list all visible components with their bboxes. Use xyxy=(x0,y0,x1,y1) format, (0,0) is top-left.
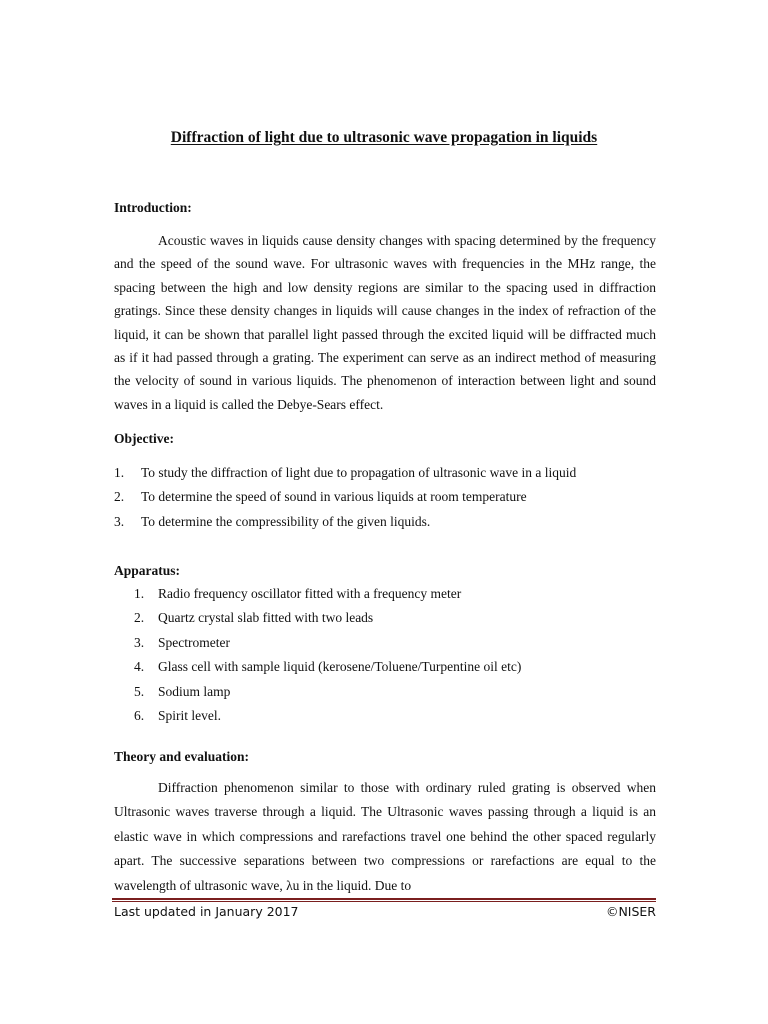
list-item xyxy=(114,461,674,485)
list-item-text: Radio frequency oscillator fitted with a frequency meter xyxy=(158,586,462,601)
list-item xyxy=(114,485,674,509)
list-item-text: Spirit level. xyxy=(158,707,221,723)
list-item xyxy=(134,680,654,704)
page-title: Diffraction of light due to ultrasonic wave propagation in liquids xyxy=(170,129,598,146)
footer-last-updated: Last updated in January 2017 xyxy=(114,904,299,919)
list-item xyxy=(114,510,674,534)
list-item-text: To determine the compressibility of the given liquids. xyxy=(141,513,431,529)
list-item-text: To study the diffraction of light due to propagation of ultrasonic wave in a liquid xyxy=(141,465,577,480)
list-item-number: 5. xyxy=(134,683,145,699)
list-item-text: Glass cell with sample liquid (kerosene/Toluene/Turpentine oil etc) xyxy=(158,659,522,675)
list-item-text: Spectrometer xyxy=(158,634,230,650)
list-item xyxy=(134,655,654,679)
footer-divider xyxy=(112,898,656,900)
footer-divider-thin xyxy=(112,901,656,902)
list-item-text: Sodium lamp xyxy=(158,683,231,699)
theory-paragraph: Diffraction phenomenon similar to those with ordinary ruled grating is observed when Ultrasonic waves traverse through a liquid. The Ultrasonic waves passing through a liquid is an elastic wave in which compressions and rarefactions travel one behind the other spaced regularly apart. The successive separations between two compressions or rarefactions are equal to the wavelength of ultrasonic wave, λu in the liquid. Due to xyxy=(114,780,656,893)
list-item-text: To determine the speed of sound in various liquids at room temperature xyxy=(141,489,527,505)
list-item-number: 1. xyxy=(114,465,125,480)
list-item xyxy=(134,704,654,728)
objective-heading: Objective: xyxy=(114,431,174,446)
list-item-number: 2. xyxy=(134,610,145,626)
list-item-number: 1. xyxy=(134,586,145,601)
list-item-number: 4. xyxy=(134,659,145,675)
list-item-number: 3. xyxy=(114,513,125,529)
theory-heading: Theory and evaluation: xyxy=(114,749,250,764)
apparatus-heading: Apparatus: xyxy=(114,563,181,578)
list-item xyxy=(134,606,654,630)
list-item-number: 2. xyxy=(114,489,125,505)
list-item-text: Quartz crystal slab fitted with two leads xyxy=(158,610,374,626)
list-item xyxy=(134,582,654,606)
introduction-heading: Introduction: xyxy=(114,200,192,215)
footer-copyright: ©NISER xyxy=(605,904,656,919)
list-item-number: 6. xyxy=(134,707,145,723)
objective-list xyxy=(114,461,674,534)
apparatus-list xyxy=(134,582,654,728)
list-item-number: 3. xyxy=(134,634,145,650)
introduction-paragraph: Acoustic waves in liquids cause density changes with spacing determined by the frequency and the speed of the sound wave. For ultrasonic waves with frequencies in the MHz range, the spacing between the high and low density regions are similar to the spacing used in diffraction gratings. Since these density changes in liquids will cause changes in the index of refraction of the liquid, it can be shown that parallel light passed through the excited liquid will be diffracted much as if it had passed through a grating. The experiment can serve as an indirect method of measuring the velocity of sound in various liquids. The phenomenon of interaction between light and sound waves in a liquid is called the Debye-Sears effect. xyxy=(114,233,656,412)
list-item xyxy=(134,631,654,655)
